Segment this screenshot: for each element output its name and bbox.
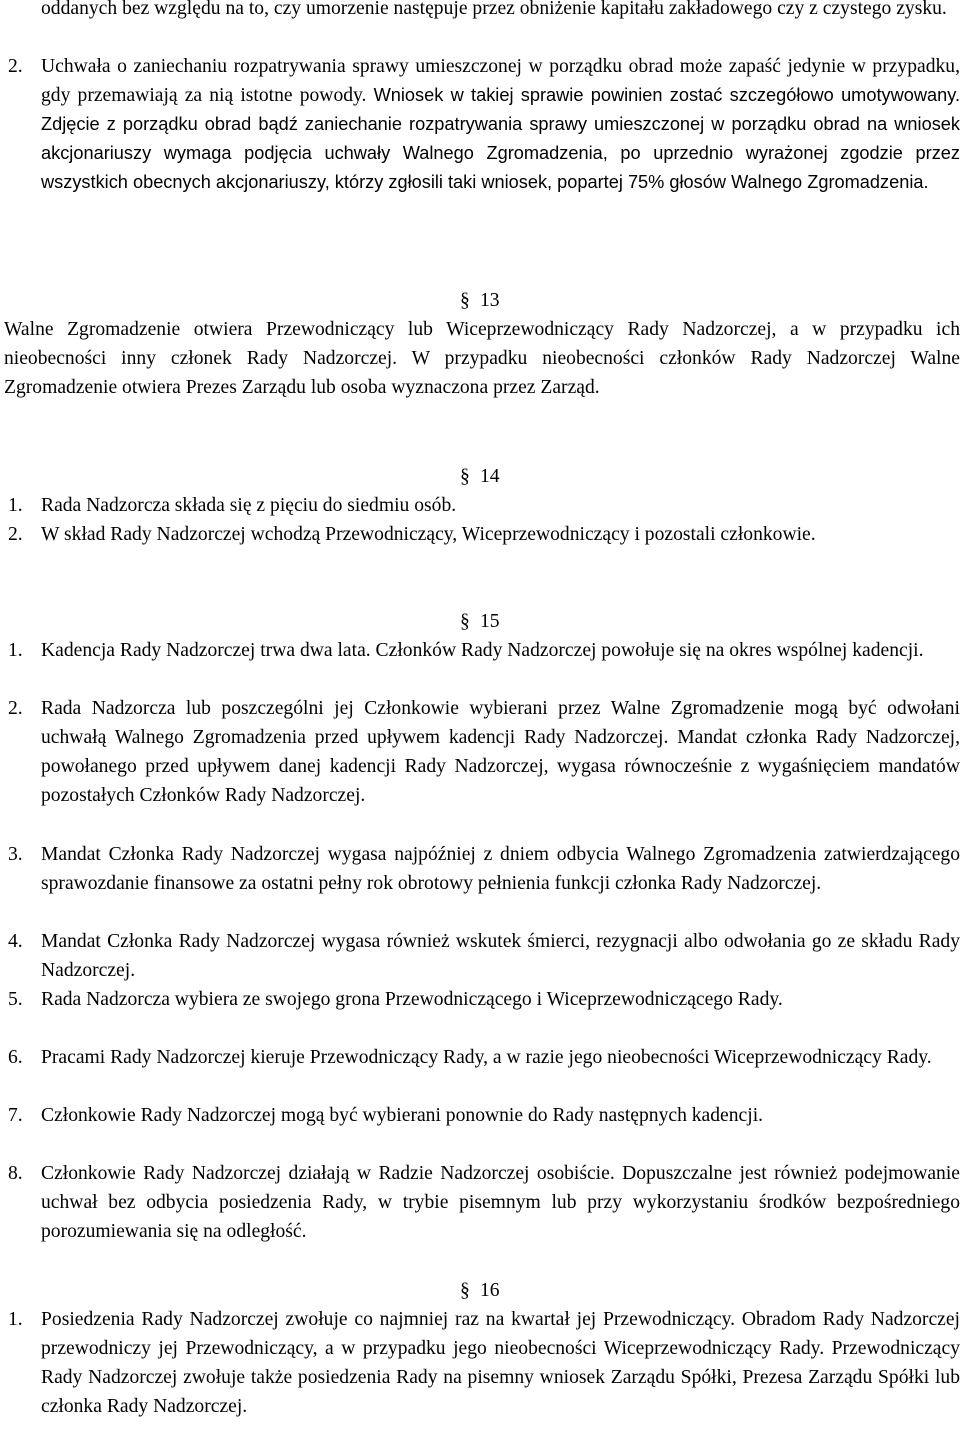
section-symbol: § — [460, 290, 470, 311]
list-item-number: 7. — [8, 1105, 23, 1126]
section-14-item-1 — [8, 491, 960, 520]
section-16-heading — [460, 1276, 520, 1305]
section-15-item-7 — [8, 1101, 960, 1130]
list-item-text: Rada Nadzorcza wybiera ze swojego grona Przewodniczącego i Wiceprzewodniczącego Rady. — [41, 989, 783, 1010]
list-item-number: 1. — [8, 1309, 23, 1330]
intro-item-2-sans-text: Wniosek w takiej sprawie powinien zostać szczegółowo umotywowany. Zdjęcie z porządku obrad bądź zaniechanie rozpatrywania sprawy umieszczonej w porządku obrad na wniosek akcjonariuszy wymaga podjęcia uchwały Walnego Zgromadzenia, po uprzednio wyrażonej zgodzie przez wszystkich obecnych akcjonariuszy, którzy zgłosili taki wniosek, popartej 75% głosów Walnego Zgromadzenia. — [41, 85, 960, 192]
list-item-text: Posiedzenia Rady Nadzorczej zwołuje co najmniej raz na kwartał jej Przewodniczący. Obradom Rady Nadzorczej przewodniczy jej Przewodniczący, a w przypadku jego nieobecności Wiceprzewodniczący Rady. Przewodniczący Rady Nadzorczej zwołuje także posiedzenia Rady na pisemny wniosek Zarządu Spółki, Prezesa Zarządu Spółki lub członka Rady Nadzorczej. — [41, 1309, 960, 1417]
section-15-item-2 — [8, 694, 960, 810]
section-16-number: 16 — [480, 1280, 500, 1301]
section-15-item-6 — [8, 1043, 960, 1072]
section-15-item-8 — [8, 1159, 960, 1246]
list-item-number: 2. — [8, 698, 23, 719]
list-item-text: Członkowie Rady Nadzorczej mogą być wybierani ponownie do Rady następnych kadencji. — [41, 1105, 764, 1126]
section-symbol: § — [460, 466, 470, 487]
list-item-text: Rada Nadzorcza składa się z pięciu do siedmiu osób. — [41, 495, 457, 516]
list-item-number: 1. — [8, 495, 23, 516]
list-item-text: Rada Nadzorcza lub poszczególni jej Członkowie wybierani przez Walne Zgromadzenie mogą być odwołani uchwałą Walnego Zgromadzenia przed upływem kadencji Rady Nadzorczej. Mandat członka Rady Nadzorczej, powołanego przed upływem danej kadencji Rady Nadzorczej, wygasa równocześnie z wygaśnięciem mandatów pozostałych Członków Rady Nadzorczej. — [41, 698, 960, 806]
list-item-number: 5. — [8, 989, 23, 1010]
list-item-number: 3. — [8, 844, 23, 865]
section-14-heading — [460, 462, 520, 491]
section-15-item-3 — [8, 840, 960, 898]
list-item-number: 8. — [8, 1163, 23, 1184]
list-item-text: Mandat Członka Rady Nadzorczej wygasa również wskutek śmierci, rezygnacji albo odwołania go ze składu Rady Nadzorczej. — [41, 931, 960, 981]
section-16-item-1 — [8, 1305, 960, 1421]
section-15-number: 15 — [480, 611, 500, 632]
intro-item-2-body — [41, 52, 960, 197]
section-15-item-5 — [8, 985, 960, 1014]
section-15-item-1 — [8, 636, 960, 665]
section-15-heading — [460, 607, 520, 636]
list-item-number: 2. — [8, 524, 23, 545]
list-item-text: W skład Rady Nadzorczej wchodzą Przewodniczący, Wiceprzewodniczący i pozostali członkowie. — [41, 524, 816, 545]
section-14-item-2 — [8, 520, 960, 549]
list-item-text: Członkowie Rady Nadzorczej działają w Radzie Nadzorczej osobiście. Dopuszczalne jest również podejmowanie uchwał bez odbycia posiedzenia Rady, w trybie pisemnym lub przy wykorzystaniu środków bezpośredniego porozumiewania się na odległość. — [41, 1163, 960, 1242]
intro-item-2 — [8, 52, 960, 197]
intro-continuation-text: oddanych bez względu na to, czy umorzenie następuje przez obniżenie kapitału zakładowego czy z czystego zysku. — [41, 0, 947, 19]
section-symbol: § — [460, 611, 470, 632]
section-13-heading — [460, 286, 520, 315]
list-item-text: Mandat Członka Rady Nadzorczej wygasa najpóźniej z dniem odbycia Walnego Zgromadzenia zatwierdzającego sprawozdanie finansowe za ostatni pełny rok obrotowy pełnienia funkcji członka Rady Nadzorczej. — [41, 844, 960, 894]
list-item-text: Pracami Rady Nadzorczej kieruje Przewodniczący Rady, a w razie jego nieobecności Wiceprzewodniczący Rady. — [41, 1047, 932, 1068]
section-14-number: 14 — [480, 466, 500, 487]
list-item-number: 4. — [8, 931, 23, 952]
section-13-text — [4, 315, 960, 402]
list-item-number: 1. — [8, 640, 23, 661]
section-13-number: 13 — [480, 290, 500, 311]
section-13-paragraph: Walne Zgromadzenie otwiera Przewodniczący lub Wiceprzewodniczący Rady Nadzorczej, a w przypadku ich nieobecności inny członek Rady Nadzorczej. W przypadku nieobecności członków Rady Nadzorczej Walne Zgromadzenie otwiera Prezes Zarządu lub osoba wyznaczona przez Zarząd. — [4, 319, 960, 398]
intro-item-2-serif-text: Uchwała o zaniechaniu rozpatrywania sprawy umieszczonej w porządku obrad może zapaść jedynie w przypadku, gdy przemawiają za nią istotne powody. — [41, 56, 960, 106]
list-item-number: 6. — [8, 1047, 23, 1068]
intro-continuation — [41, 0, 960, 23]
section-symbol: § — [460, 1280, 470, 1301]
list-item-text: Kadencja Rady Nadzorczej trwa dwa lata. Członków Rady Nadzorczej powołuje się na okres wspólnej kadencji. — [41, 640, 924, 661]
section-15-item-4 — [8, 927, 960, 985]
intro-item-2-number: 2. — [8, 56, 23, 77]
